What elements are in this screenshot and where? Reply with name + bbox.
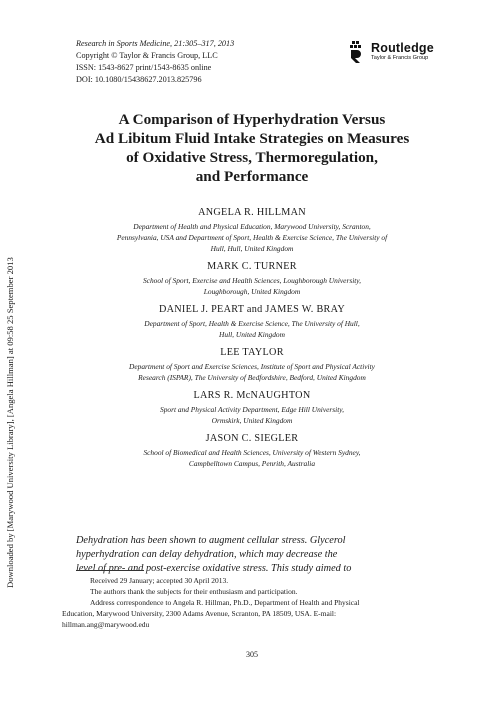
author-block <box>60 432 444 469</box>
author-affiliation <box>60 318 444 340</box>
acknowledgement-note: The authors thank the subjects for their enthusiasm and participation. <box>90 587 298 596</box>
author-block <box>60 303 444 340</box>
affiliation-line: Research (ISPAR), The University of Bedfordshire, Bedford, United Kingdom <box>138 373 366 382</box>
abstract-line: hyperhydration can delay dehydration, which may decrease the <box>76 549 338 560</box>
affiliation-line: Hull, Hull, United Kingdom <box>210 244 294 253</box>
download-watermark: Downloaded by [Marywood University Library], [Angela Hillman] at 09:58 25 September 2013 <box>5 257 15 588</box>
author-affiliation <box>60 447 444 469</box>
affiliation-line: Department of Health and Physical Education, Marywood University, Scranton, <box>133 222 371 231</box>
title-line: Ad Libitum Fluid Intake Strategies on Measures <box>94 130 410 147</box>
author-name: DANIEL J. PEART and JAMES W. BRAY <box>158 304 346 315</box>
author-block <box>60 206 444 254</box>
footnotes <box>62 570 436 630</box>
author-affiliation <box>60 275 444 297</box>
article-title <box>60 110 444 186</box>
title-line: A Comparison of Hyperhydration Versus <box>118 111 386 128</box>
title-line: and Performance <box>195 168 309 185</box>
affiliation-line: Hull, United Kingdom <box>219 330 285 339</box>
journal-metadata <box>76 38 346 86</box>
author-affiliation <box>60 404 444 426</box>
affiliation-line: Department of Sport and Exercise Sciences, Institute of Sport and Physical Activity <box>129 362 375 371</box>
author-name: MARK C. TURNER <box>207 261 297 272</box>
author-name: JASON C. SIEGLER <box>205 433 299 444</box>
author-name: LARS R. McNAUGHTON <box>193 390 311 401</box>
abstract-line: level of pre- and post-exercise oxidative stress. This study aimed to <box>76 563 352 574</box>
affiliation-line: Ormskirk, United Kingdom <box>211 416 293 425</box>
correspondence-email: hillman.ang@marywood.edu <box>62 620 150 629</box>
affiliation-line: Loughborough, United Kingdom <box>203 287 301 296</box>
title-line: of Oxidative Stress, Thermoregulation, <box>126 149 378 166</box>
affiliation-line: Department of Sport, Health & Exercise Science, The University of Hull, <box>144 319 360 328</box>
author-block <box>60 346 444 383</box>
abstract-line: Dehydration has been shown to augment cellular stress. Glycerol <box>76 535 346 546</box>
copyright-line: Copyright © Taylor & Francis Group, LLC <box>76 51 218 60</box>
publisher-logo <box>347 39 434 65</box>
correspondence-line: Address correspondence to Angela R. Hillman, Ph.D., Department of Health and Physical <box>90 598 360 607</box>
doi-line: DOI: 10.1080/15438627.2013.825796 <box>76 75 202 84</box>
routledge-logo-icon <box>347 40 367 64</box>
journal-citation: Research in Sports Medicine, 21:305–317, 2013 <box>76 39 235 48</box>
footnote-divider <box>76 570 144 571</box>
affiliation-line: Sport and Physical Activity Department, Edge Hill University, <box>160 405 344 414</box>
affiliation-line: School of Sport, Exercise and Health Sciences, Loughborough University, <box>142 276 362 285</box>
affiliation-line: Campbelltown Campus, Penrith, Australia <box>188 459 316 468</box>
publisher-name: Routledge <box>371 41 434 55</box>
affiliation-line: School of Biomedical and Health Sciences, University of Western Sydney, <box>143 448 361 457</box>
author-name: ANGELA R. HILLMAN <box>198 207 306 218</box>
issn-line: ISSN: 1543-8627 print/1543-8635 online <box>76 63 212 72</box>
author-list <box>60 206 444 475</box>
author-name: LEE TAYLOR <box>220 347 284 358</box>
author-affiliation <box>60 221 444 254</box>
author-affiliation <box>60 361 444 383</box>
correspondence-line: Education, Marywood University, 2300 Adams Avenue, Scranton, PA 18509, USA. E-mail: <box>62 609 337 618</box>
author-block <box>60 260 444 297</box>
author-block <box>60 389 444 426</box>
page-number: 305 <box>246 650 258 659</box>
affiliation-line: Pennsylvania, USA and Department of Sport, Health & Exercise Science, The University of <box>116 233 388 242</box>
correspondence-note <box>62 597 436 630</box>
publisher-group: Taylor & Francis Group <box>371 55 429 61</box>
received-note: Received 29 January; accepted 30 April 2013. <box>90 576 229 585</box>
